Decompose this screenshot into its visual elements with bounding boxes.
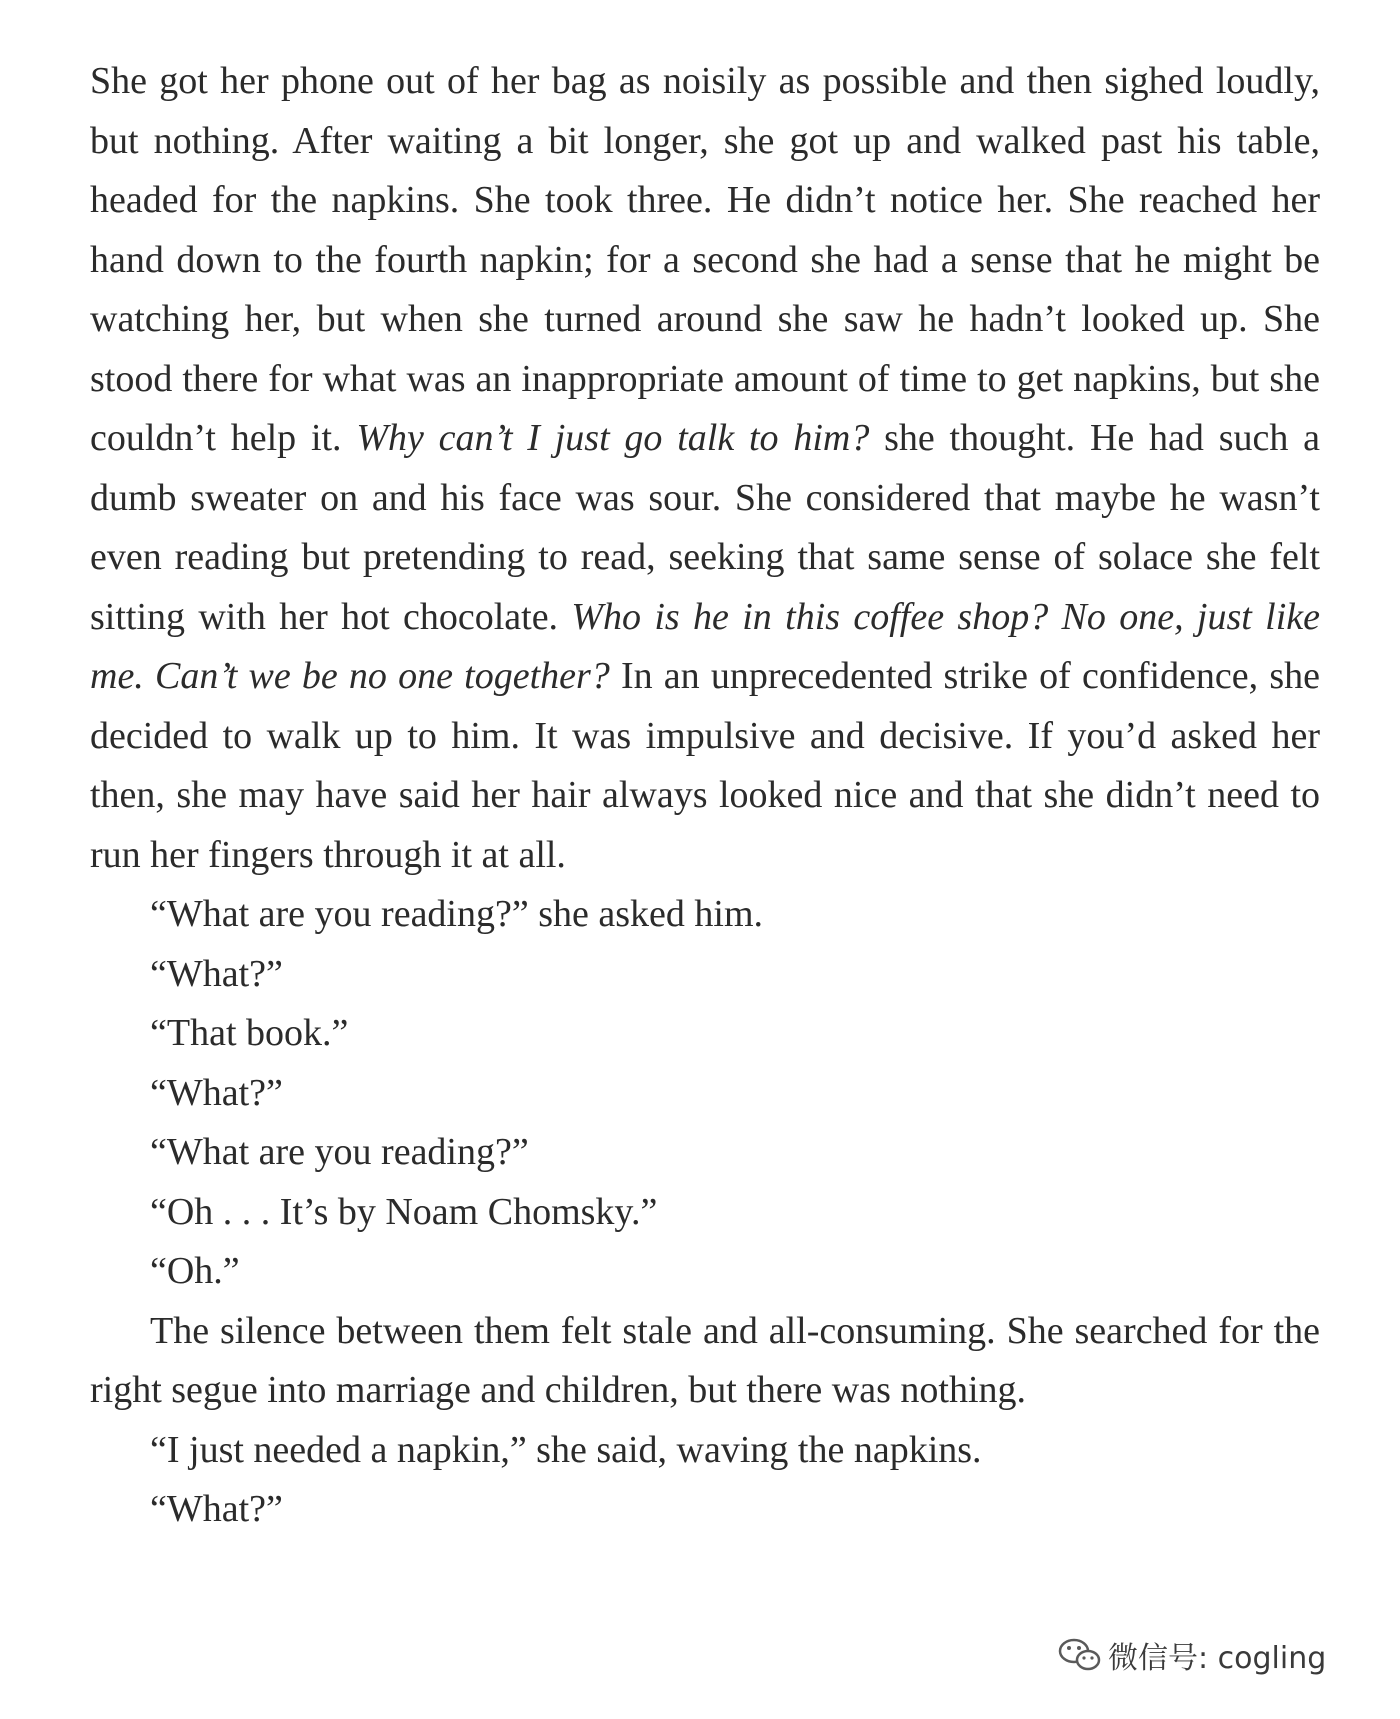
dialogue-line: “What?” [150,1071,283,1114]
paragraph-1 [90,52,1320,885]
dialogue-line: “What?” [150,1488,283,1530]
paragraph-1-part-2: she thought. He had such a dumb sweater on and his face was sour. She considered that maybe he wasn’t even reading but pretending to read, seeking that same sense of solace she felt sitting with her hot chocolate. [90,417,1320,638]
paragraph-2: The silence between them felt stale and all-consuming. She searched for the right segue into marriage and children, but there was nothing. [90,1309,1320,1411]
dialogue-line: “What are you reading?” [150,1131,529,1173]
dialogue-line: “That book.” [150,1012,349,1054]
paragraph-1-italic-1: Why can’t I just go talk to him? [356,417,870,459]
paragraph-1-italic-2: Who is he in this coffee shop? No one, just like me. Can’t we be no one together? [90,595,1320,697]
watermark-text: 微信号: cogling [1108,1641,1327,1676]
paragraph-1-part-1: She got her phone out of her bag as noisily as possible and then sighed loudly, but nothing. After waiting a bit longer, she got up and walked past his table, headed for the napkins. She took three. He didn’t notice her. She reached her hand down to the fourth napkin; for a second she had a sense that he might be watching her, but when she turned around she saw he hadn’t looked up. She stood there for what was an inappropriate amount of time to get napkins, but she couldn’t help it. [90,60,1320,459]
dialogue-line: “Oh.” [150,1250,240,1292]
paragraph-1-part-3: In an unprecedented strike of confidence, she decided to walk up to him. It was impulsive and decisive. If you’d asked her then, she may have said her hair always looked nice and that she didn’t need to run her fingers through it at all. [90,655,1320,876]
dialogue-line: “Oh . . . It’s by Noam Chomsky.” [150,1190,658,1233]
page-text [90,52,1320,1540]
dialogue-line: “I just needed a napkin,” she said, waving the napkins. [150,1428,982,1471]
wechat-icon [1058,1637,1102,1673]
dialogue-line: “What are you reading?” she asked him. [150,893,764,935]
watermark [1058,1630,1326,1680]
dialogue-line: “What?” [150,952,283,995]
